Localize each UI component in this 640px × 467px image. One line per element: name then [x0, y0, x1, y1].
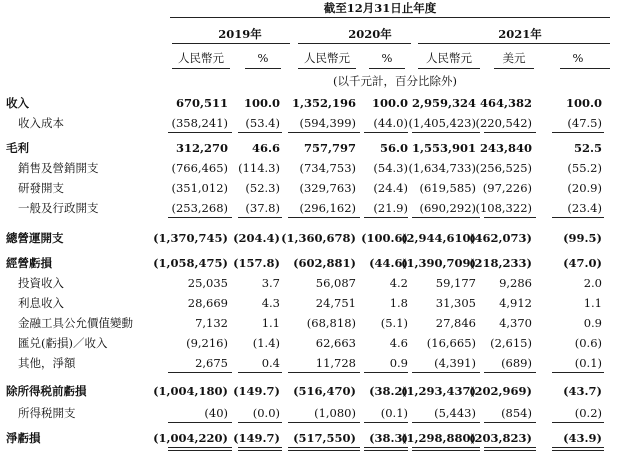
cell-rmb-2021: (5,443)	[434, 406, 476, 420]
cell-pct-2020: (44.6)	[369, 256, 408, 270]
subtotal-rule	[484, 217, 536, 218]
year-2019-rule	[172, 43, 290, 44]
cell-rmb-2019: 312,270	[175, 141, 228, 155]
cell-pct-2020: (38.3)	[369, 431, 408, 445]
total-double-rule	[238, 447, 282, 448]
cell-rmb-2020: (1,360,678)	[281, 231, 356, 245]
cell-usd-2021: (108,322)	[475, 201, 532, 215]
subheading-pct-2021: %	[572, 51, 584, 65]
subheading-pct-2020: %	[381, 51, 393, 65]
cell-pct-2021: (0.6)	[574, 336, 602, 350]
cell-rmb-2020: (296,162)	[299, 201, 356, 215]
cell-pct-2019: (157.8)	[233, 256, 280, 270]
total-double-rule	[412, 447, 480, 448]
total-double-rule	[552, 450, 604, 451]
cell-pct-2020: 1.8	[389, 296, 408, 310]
subheading-rule-5	[418, 68, 480, 69]
cell-pct-2019: 3.7	[261, 276, 280, 290]
subheading-pct-2019: %	[257, 51, 269, 65]
subtotal-rule	[288, 132, 360, 133]
row-label: 所得税開支	[18, 406, 76, 420]
subheading-usd-2021: 美元	[502, 51, 526, 65]
subtotal-rule	[168, 372, 232, 373]
cell-usd-2021: (220,542)	[475, 116, 532, 130]
cell-pct-2020: (0.1)	[380, 406, 408, 420]
cell-rmb-2020: 11,728	[315, 356, 356, 370]
subheading-rule-3	[298, 68, 356, 69]
cell-pct-2021: (43.9)	[563, 431, 602, 445]
cell-pct-2021: (47.5)	[567, 116, 602, 130]
cell-rmb-2019: (1,058,475)	[153, 256, 228, 270]
cell-usd-2021: 243,840	[479, 141, 532, 155]
cell-rmb-2020: (68,818)	[306, 316, 356, 330]
row-label: 研發開支	[18, 181, 64, 195]
cell-pct-2019: (149.7)	[233, 384, 280, 398]
subheading-rule-4	[369, 68, 405, 69]
cell-pct-2020: (100.6)	[361, 231, 408, 245]
subtotal-rule	[288, 372, 360, 373]
subtotal-rule	[364, 217, 408, 218]
subtotal-rule	[364, 372, 408, 373]
cell-rmb-2019: (358,241)	[171, 116, 228, 130]
cell-pct-2019: (52.3)	[245, 181, 280, 195]
cell-rmb-2020: (734,753)	[299, 161, 356, 175]
cell-rmb-2021: 27,846	[435, 316, 476, 330]
subtotal-rule	[364, 422, 408, 423]
subtotal-rule	[484, 422, 536, 423]
cell-pct-2021: 1.1	[583, 296, 602, 310]
cell-rmb-2021: 59,177	[435, 276, 476, 290]
cell-usd-2021: (256,525)	[475, 161, 532, 175]
total-double-rule	[168, 447, 232, 448]
subtotal-rule	[552, 422, 604, 423]
cell-rmb-2019: 670,511	[175, 96, 228, 110]
cell-pct-2021: 2.0	[583, 276, 602, 290]
cell-rmb-2020: 56,087	[315, 276, 356, 290]
cell-rmb-2019: (253,268)	[171, 201, 228, 215]
cell-usd-2021: (97,226)	[482, 181, 532, 195]
cell-rmb-2019: (40)	[204, 406, 228, 420]
cell-usd-2021: (218,233)	[469, 256, 532, 270]
cell-pct-2019: 4.3	[261, 296, 280, 310]
cell-pct-2019: 46.6	[251, 141, 280, 155]
cell-usd-2021: (202,969)	[469, 384, 532, 398]
cell-pct-2020: (24.4)	[373, 181, 408, 195]
cell-rmb-2019: (1,004,220)	[153, 431, 228, 445]
cell-rmb-2021: (2,944,610)	[401, 231, 476, 245]
subtotal-rule	[238, 422, 282, 423]
subheading-rmb-2019: 人民幣元	[178, 51, 224, 65]
cell-rmb-2020: (329,763)	[299, 181, 356, 195]
cell-pct-2019: 0.4	[261, 356, 280, 370]
subtotal-rule	[288, 422, 360, 423]
cell-pct-2019: (37.8)	[245, 201, 280, 215]
cell-usd-2021: (2,615)	[490, 336, 532, 350]
subtotal-rule	[168, 422, 232, 423]
cell-pct-2020: (44.0)	[373, 116, 408, 130]
subtotal-rule	[552, 217, 604, 218]
total-double-rule	[484, 450, 536, 451]
subtotal-rule	[484, 372, 536, 373]
cell-pct-2019: 100.0	[243, 96, 280, 110]
total-double-rule	[484, 447, 536, 448]
row-label: 金融工具公允價值變動	[18, 316, 133, 330]
cell-rmb-2021: 31,305	[435, 296, 476, 310]
cell-pct-2021: (0.1)	[574, 356, 602, 370]
cell-rmb-2020: (516,470)	[293, 384, 356, 398]
cell-rmb-2021: (4,391)	[434, 356, 476, 370]
row-label: 投資收入	[18, 276, 64, 290]
cell-usd-2021: (203,823)	[469, 431, 532, 445]
subtotal-rule	[412, 132, 480, 133]
subtotal-rule	[168, 217, 232, 218]
total-double-rule	[238, 450, 282, 451]
subtotal-rule	[238, 372, 282, 373]
row-label: 經營虧損	[6, 256, 52, 270]
cell-rmb-2020: 1,352,196	[291, 96, 356, 110]
cell-pct-2021: (43.7)	[563, 384, 602, 398]
total-double-rule	[552, 447, 604, 448]
subheading-rule-1	[172, 68, 230, 69]
cell-pct-2021: (47.0)	[563, 256, 602, 270]
cell-rmb-2020: (594,399)	[299, 116, 356, 130]
cell-rmb-2021: (1,405,423)	[408, 116, 476, 130]
cell-rmb-2021: (1,293,437)	[401, 384, 476, 398]
cell-rmb-2019: 2,675	[195, 356, 228, 370]
subheading-rule-7	[560, 68, 610, 69]
subtotal-rule	[552, 372, 604, 373]
cell-pct-2019: (0.0)	[252, 406, 280, 420]
cell-pct-2019: (114.3)	[238, 161, 280, 175]
row-label: 利息收入	[18, 296, 64, 310]
cell-rmb-2019: (1,004,180)	[153, 384, 228, 398]
cell-rmb-2019: (766,465)	[171, 161, 228, 175]
cell-rmb-2020: 24,751	[315, 296, 356, 310]
period-heading: 截至12月31日止年度	[323, 1, 437, 15]
row-label: 毛利	[6, 141, 29, 155]
subtotal-rule	[552, 132, 604, 133]
cell-rmb-2020: (517,550)	[293, 431, 356, 445]
cell-rmb-2019: 7,132	[195, 316, 228, 330]
year-2019-heading: 2019年	[218, 27, 262, 41]
total-double-rule	[364, 450, 408, 451]
total-double-rule	[364, 447, 408, 448]
row-label: 總營運開支	[6, 231, 64, 245]
cell-rmb-2019: 25,035	[187, 276, 228, 290]
subtotal-rule	[288, 217, 360, 218]
cell-usd-2021: (854)	[501, 406, 532, 420]
cell-pct-2020: 100.0	[371, 96, 408, 110]
cell-rmb-2019: (351,012)	[171, 181, 228, 195]
subheading-rule-6	[494, 68, 534, 69]
cell-pct-2020: 56.0	[379, 141, 408, 155]
cell-pct-2019: (204.4)	[233, 231, 280, 245]
period-rule	[170, 17, 610, 18]
row-label: 一般及行政開支	[18, 201, 99, 215]
row-label: 其他，淨額	[18, 356, 76, 370]
subheading-rmb-2021: 人民幣元	[426, 51, 472, 65]
cell-rmb-2021: (1,634,733)	[408, 161, 476, 175]
cell-pct-2020: (38.2)	[369, 384, 408, 398]
cell-pct-2021: (55.2)	[567, 161, 602, 175]
row-label: 淨虧損	[6, 431, 41, 445]
total-double-rule	[288, 450, 360, 451]
cell-rmb-2020: 62,663	[315, 336, 356, 350]
cell-pct-2021: (99.5)	[563, 231, 602, 245]
cell-usd-2021: (689)	[501, 356, 532, 370]
cell-pct-2019: (149.7)	[233, 431, 280, 445]
total-double-rule	[412, 450, 480, 451]
year-2020-rule	[298, 43, 411, 44]
cell-pct-2021: (20.9)	[567, 181, 602, 195]
cell-pct-2019: 1.1	[261, 316, 280, 330]
unit-note: (以千元計，百分比除外)	[333, 74, 457, 88]
subtotal-rule	[238, 132, 282, 133]
subtotal-rule	[412, 372, 480, 373]
year-2021-heading: 2021年	[498, 27, 542, 41]
cell-rmb-2019: 28,669	[187, 296, 228, 310]
cell-rmb-2021: 2,959,324	[411, 96, 476, 110]
cell-rmb-2019: (1,370,745)	[153, 231, 228, 245]
cell-pct-2021: 52.5	[573, 141, 602, 155]
cell-pct-2021: 100.0	[565, 96, 602, 110]
cell-rmb-2021: (1,298,880)	[401, 431, 476, 445]
cell-rmb-2021: (1,390,709)	[401, 256, 476, 270]
subtotal-rule	[168, 132, 232, 133]
subheading-rmb-2020: 人民幣元	[304, 51, 350, 65]
total-double-rule	[168, 450, 232, 451]
cell-pct-2019: (1.4)	[252, 336, 280, 350]
subtotal-rule	[412, 217, 480, 218]
year-2021-rule	[418, 43, 610, 44]
cell-usd-2021: 9,286	[499, 276, 532, 290]
cell-rmb-2021: 1,553,901	[411, 141, 476, 155]
total-double-rule	[288, 447, 360, 448]
cell-pct-2020: (21.9)	[373, 201, 408, 215]
row-label: 收入成本	[18, 116, 64, 130]
cell-pct-2020: 4.2	[389, 276, 408, 290]
cell-rmb-2020: (1,080)	[314, 406, 356, 420]
cell-rmb-2020: 757,797	[303, 141, 356, 155]
year-2020-heading: 2020年	[348, 27, 392, 41]
cell-pct-2020: 4.6	[389, 336, 408, 350]
cell-rmb-2019: (9,216)	[186, 336, 228, 350]
cell-usd-2021: 464,382	[479, 96, 532, 110]
cell-rmb-2021: (619,585)	[419, 181, 476, 195]
cell-pct-2020: (54.3)	[373, 161, 408, 175]
row-label: 除所得税前虧損	[6, 384, 87, 398]
cell-usd-2021: (462,073)	[469, 231, 532, 245]
cell-pct-2021: 0.9	[583, 316, 602, 330]
cell-pct-2020: (5.1)	[380, 316, 408, 330]
row-label: 收入	[6, 96, 29, 110]
row-label: 匯兑(虧損)／收入	[18, 336, 108, 350]
subheading-rule-2	[245, 68, 281, 69]
subtotal-rule	[484, 132, 536, 133]
cell-pct-2019: (53.4)	[245, 116, 280, 130]
cell-usd-2021: 4,370	[499, 316, 532, 330]
row-label: 銷售及營銷開支	[18, 161, 99, 175]
cell-usd-2021: 4,912	[499, 296, 532, 310]
cell-rmb-2021: (690,292)	[419, 201, 476, 215]
cell-pct-2020: 0.9	[389, 356, 408, 370]
subtotal-rule	[412, 422, 480, 423]
cell-rmb-2020: (602,881)	[293, 256, 356, 270]
cell-rmb-2021: (16,665)	[426, 336, 476, 350]
subtotal-rule	[364, 132, 408, 133]
cell-pct-2021: (23.4)	[567, 201, 602, 215]
cell-pct-2021: (0.2)	[574, 406, 602, 420]
subtotal-rule	[238, 217, 282, 218]
